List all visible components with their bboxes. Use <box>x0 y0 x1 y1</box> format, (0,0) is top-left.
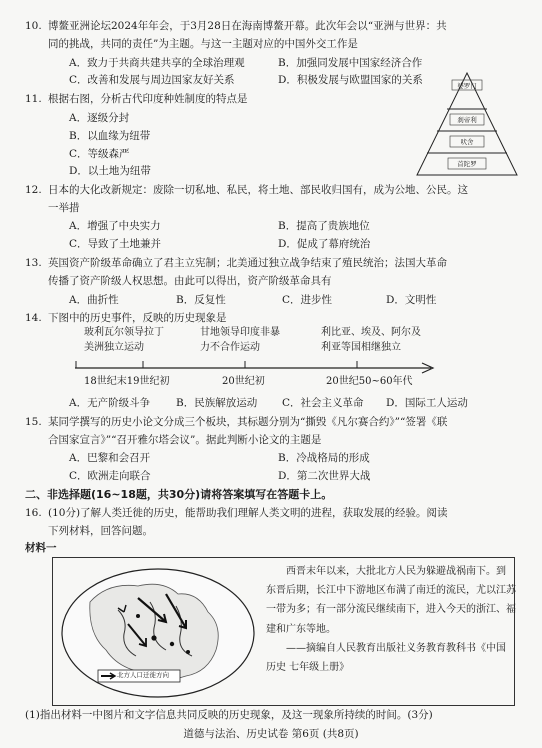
q13-number: 13. <box>25 257 42 269</box>
timeline-event-2 <box>200 326 280 355</box>
q12-stem-line2: 一举措 <box>48 202 80 214</box>
q11-option-a[interactable]: A．逐级分封 <box>69 112 130 124</box>
timeline-event-1-line2: 美洲独立运动 <box>84 341 144 353</box>
timeline-event-1-line1: 玻利瓦尔领导拉丁 <box>84 327 164 338</box>
timeline-axis <box>75 361 439 375</box>
q13-stem-line1: 英国资产阶级革命确立了君主立宪制；北美通过独立战争结束了殖民统治；法国大革命 <box>48 257 447 269</box>
timeline-event-2-line1: 甘地领导印度非暴 <box>200 327 280 338</box>
q15-option-b[interactable]: B．冷战格局的形成 <box>278 452 370 464</box>
pyramid-level-kshatriya: 刹帝利 <box>457 116 477 124</box>
q11-option-d[interactable]: D．以土地为纽带 <box>69 165 151 177</box>
q10-option-b[interactable]: B．加强同发展中国家经济合作 <box>278 57 423 69</box>
q16-sub1: (1)指出材料一中图片和文字信息共同反映的历史现象，及这一现象所持续的时间。(3分) <box>25 709 433 721</box>
timeline-event-3 <box>321 326 421 355</box>
material-1-title: 材料一 <box>25 542 57 554</box>
q15-option-d[interactable]: D．第二次世界大战 <box>278 470 371 482</box>
q15-number: 15. <box>25 416 42 428</box>
q11-number: 11. <box>25 93 42 105</box>
q15-option-a[interactable]: A．巴黎和会召开 <box>69 452 151 464</box>
page-footer: 道德与法治、历史试卷 第6页 (共8页) <box>183 728 359 740</box>
q14-option-b[interactable]: B．民族解放运动 <box>176 397 258 409</box>
q14-option-c[interactable]: C．社会主义革命 <box>282 397 364 409</box>
material-1-text <box>266 562 516 677</box>
material-line-2: 东晋后期，长江中下游地区布满了南迁的流民，尤以江苏 <box>266 585 516 597</box>
caste-pyramid <box>413 71 521 179</box>
material-line-4: 建和广东等地。 <box>266 623 336 635</box>
q16-stem-line2: 下列材料，回答问题。 <box>48 525 153 537</box>
pyramid-level-brahmin: 婆罗门 <box>457 82 477 90</box>
q14-number: 14. <box>25 312 42 324</box>
timeline-event-1 <box>84 326 164 355</box>
q13-option-a[interactable]: A．曲折性 <box>69 294 119 306</box>
timeline-event-2-line2: 力不合作运动 <box>200 341 260 353</box>
migration-map <box>58 564 258 702</box>
material-line-5: ——摘编自人民教育出版社义务教育教科书《中国 <box>286 642 506 654</box>
q12-number: 12. <box>25 184 42 196</box>
timeline-period-3: 20世纪50~60年代 <box>326 376 413 387</box>
q12-option-d[interactable]: D．促成了幕府统治 <box>278 238 371 250</box>
q12-option-a[interactable]: A．增强了中央实力 <box>69 220 161 232</box>
q13-option-c[interactable]: C．进步性 <box>282 294 333 306</box>
timeline-period-1: 18世纪末19世纪初 <box>84 376 170 387</box>
q15-stem-line2: 合国家宣言》”“召开雅尔塔会议”。据此判断小论文的主题是 <box>48 434 322 446</box>
q10-option-d[interactable]: D．积极发展与欧盟国家的关系 <box>278 74 423 86</box>
q10-option-a[interactable]: A．致力于共商共建共享的全球治理观 <box>69 57 245 69</box>
q14-option-a[interactable]: A．无产阶级斗争 <box>69 397 151 409</box>
q14-stem: 下图中的历史事件，反映的历史现象是 <box>48 312 227 324</box>
q12-stem-line1: 日本的大化改新规定：废除一切私地、私民，将土地、部民收归国有，成为公地、公民。这 <box>48 184 468 196</box>
material-1-box <box>52 557 515 706</box>
pyramid-level-vaishya: 吠舍 <box>460 138 474 146</box>
q15-stem-line1: 某同学撰写的历史小论文分成三个板块，其标题分别为“撕毁《凡尔赛合约》”“签署《联 <box>48 416 448 428</box>
q13-stem-line2: 传播了资产阶级人权思想。由此可以得出，资产阶级革命具有 <box>48 275 332 287</box>
q15-option-c[interactable]: C．欧洲走向联合 <box>69 470 151 482</box>
q10-stem-line1: 博鳌亚洲论坛2024年年会，于3月28日在海南博鳌开幕。此次年会以“亚洲与世界：共 <box>48 20 447 32</box>
q10-number: 10. <box>25 20 42 32</box>
material-line-6: 历史 七年级上册》 <box>266 661 350 673</box>
q12-option-c[interactable]: C．导致了土地兼并 <box>69 238 162 250</box>
pyramid-level-shudra: 首陀罗 <box>457 160 477 168</box>
q12-option-b[interactable]: B．提高了贵族地位 <box>278 220 370 232</box>
timeline-event-3-line2: 利亚等国相继独立 <box>321 341 401 353</box>
q13-option-b[interactable]: B．反复性 <box>176 294 226 306</box>
timeline-period-2: 20世纪初 <box>222 376 265 387</box>
material-line-3: 一带为多；有一部分流民继续南下，进入今天的浙江、福 <box>266 604 516 616</box>
q11-option-b[interactable]: B．以血缘为纽带 <box>69 130 151 142</box>
q10-stem-line2: 同的挑战，共同的责任”为主题。与这一主题对应的中国外交工作是 <box>48 38 358 50</box>
q16-number: 16. <box>25 507 42 519</box>
q14-option-d[interactable]: D．国际工人运动 <box>386 397 468 409</box>
map-arrow-label: 北方人口迁徙方向 <box>117 671 169 679</box>
material-line-1: 西晋末年以来，大批北方人民为躲避战祸南下。到 <box>286 566 506 577</box>
timeline-event-3-line1: 利比亚、埃及、阿尔及 <box>321 327 421 338</box>
q16-stem-line1: (10分)了解人类迁徙的历史，能帮助我们理解人类文明的进程，获取发展的经验。阅读 <box>48 507 448 519</box>
q10-option-c[interactable]: C．改善和发展与周边国家友好关系 <box>69 74 235 86</box>
section2-title: 二、非选择题(16~18题，共30分)请将答案填写在答题卡上。 <box>25 488 333 501</box>
q11-stem: 根据右图，分析古代印度种姓制度的特点是 <box>48 93 248 105</box>
q13-option-d[interactable]: D．文明性 <box>386 294 437 306</box>
q11-option-c[interactable]: C．等级森严 <box>69 148 130 160</box>
